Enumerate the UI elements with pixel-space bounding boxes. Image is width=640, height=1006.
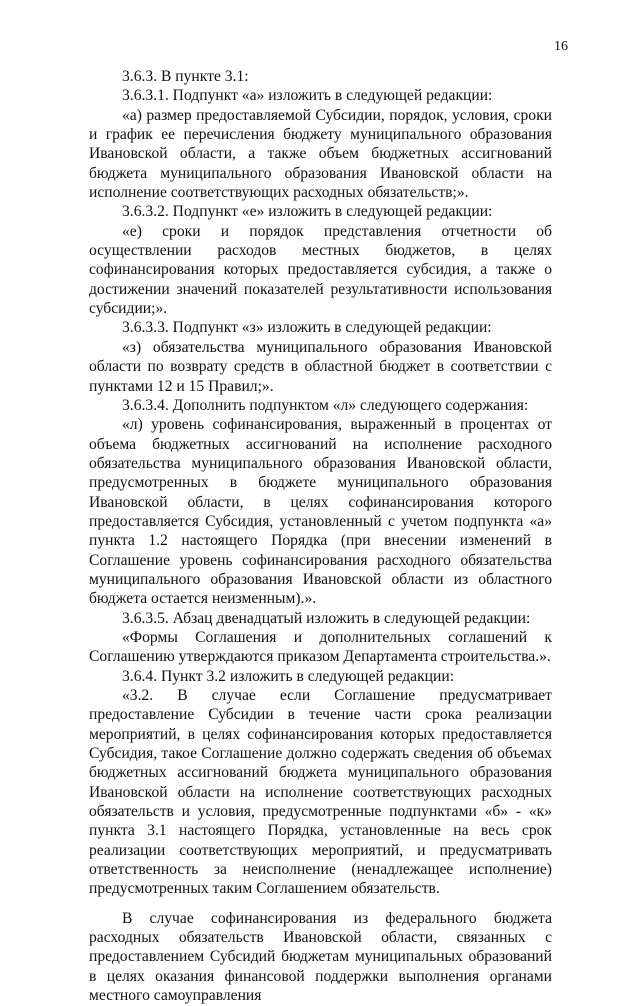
paragraph-subitem-e: «е) сроки и порядок представления отчетности об осуществлении расходов местных бюджетов, в целях софинансирования которых предоставляется субсидия, а также о достижении значений показателей результативности использования субсидии;». — [89, 222, 552, 318]
paragraph-forms-agreement: «Формы Соглашения и дополнительных соглашений к Соглашению утверждаются приказом Департамента строительства.». — [89, 628, 552, 666]
paragraph-federal-cofinancing: В случае софинансирования из федерального бюджета расходных обязательств Ивановской области, связанных с предоставлением Субсидий бюджетам муниципальных образований в целях оказания финансовой поддержки выполнения органами местного самоуправления — [89, 909, 552, 1005]
paragraph-item-3-2: «3.2. В случае если Соглашение предусматривает предоставление Субсидии в течение части срока реализации мероприятий, в целях софинансирования которых предоставляется Субсидия, такое Соглашение должно содержать сведения об объемах бюджетных ассигнований бюджета муниципального образования Ивановской области на исполнение соответствующих расходных обязательств и условия, предусмотренные подпунктами «б» - «к» пункта 3.1 настоящего Порядка, установленные на весь срок реализации соответствующих мероприятий, и предусматривать ответственность за неисполнение (ненадлежащее исполнение) предусмотренных таким Соглашением обязательств. — [89, 687, 552, 898]
paragraph-subitem-z: «з) обязательства муниципального образования Ивановской области по возврату средств в областной бюджет в соответствии с пунктами 12 и 15 Правил;». — [89, 338, 552, 395]
paragraph-3-6-4: 3.6.4. Пункт 3.2 изложить в следующей редакции: — [122, 667, 455, 685]
paragraph-3-6-3: 3.6.3. В пункте 3.1: — [122, 68, 249, 85]
paragraph-3-6-3-2: 3.6.3.2. Подпункт «е» изложить в следующей редакции: — [122, 203, 493, 221]
paragraph-3-6-3-1: 3.6.3.1. Подпункт «а» изложить в следующей редакции: — [122, 87, 493, 105]
page-number: 16 — [554, 39, 568, 54]
paragraph-subitem-a: «а) размер предоставляемой Субсидии, порядок, условия, сроки и график ее перечисления бюджету муниципального образования Ивановской области, а также объем бюджетных ассигнований бюджета муниципального образования Ивановской области на исполнение соответствующих расходных обязательств;». — [89, 106, 552, 202]
paragraph-subitem-l: «л) уровень софинансирования, выраженный в процентах от объема бюджетных ассигнований на исполнение расходного обязательства муниципального образования Ивановской области, предусмотренных в бюджете муниципального образования Ивановской области, в целях софинансирования которого предоставляется Субсидия, установленный с учетом подпункта «а» пункта 1.2 настоящего Порядка (при внесении изменений в Соглашение уровень софинансирования расходного обязательства муниципального образования Ивановской области из областного бюджета остается неизменным).». — [89, 416, 552, 608]
paragraph-3-6-3-5: 3.6.3.5. Абзац двенадцатый изложить в следующей редакции: — [122, 609, 531, 627]
paragraph-3-6-3-3: 3.6.3.3. Подпункт «з» изложить в следующей редакции: — [122, 319, 492, 337]
paragraph-3-6-3-4: 3.6.3.4. Дополнить подпунктом «л» следующего содержания: — [122, 396, 529, 414]
document-body — [89, 67, 552, 1006]
